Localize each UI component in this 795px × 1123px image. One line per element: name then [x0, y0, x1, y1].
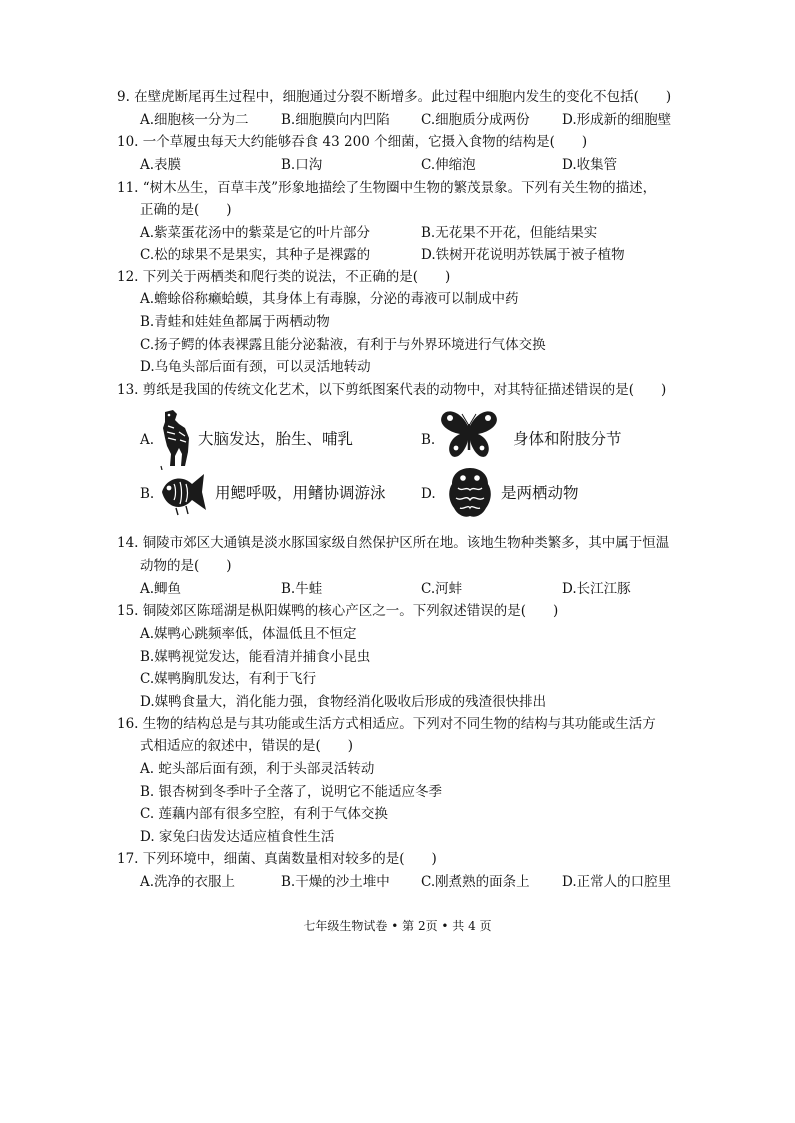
- q14-stem-cont: 动物的是( ): [140, 558, 232, 574]
- q9-option-b: B.细胞膜向内凹陷: [281, 112, 390, 128]
- q13-letter-d: D.: [421, 486, 436, 502]
- q11-option-b: B.无花果不开花，但能结果实: [421, 225, 598, 241]
- q12-option-c: C.扬子鳄的体表裸露且能分泌黏液，有利于与外界环境进行气体交换: [140, 337, 546, 353]
- q11-option-c: C.松的球果不是果实，其种子是裸露的: [140, 247, 371, 263]
- q13-text-c: 用鳃呼吸，用鳍协调游泳: [215, 484, 386, 502]
- q13-text-d: 是两栖动物: [501, 484, 579, 502]
- butterfly-papercut-icon: [438, 406, 500, 464]
- q9-option-c: C.细胞质分成两份: [421, 112, 530, 128]
- q17-option-c: C.刚煮熟的面条上: [421, 874, 530, 890]
- q13-text-b: 身体和附肢分节: [513, 430, 622, 448]
- q15-option-d: D.媒鸭食量大，消化能力强，食物经消化吸收后形成的残渣很快排出: [140, 694, 547, 710]
- q12-stem: 12. 下列关于两栖类和爬行类的说法，不正确的是( ): [117, 269, 451, 285]
- q17-option-a: A.洗净的衣服上: [140, 874, 236, 890]
- q9-stem: 9. 在壁虎断尾再生过程中，细胞通过分裂不断增多。此过程中细胞内发生的变化不包括( ): [117, 89, 672, 105]
- q16-stem: 16. 生物的结构总是与其功能或生活方式相适应。下列对不同生物的结构与其功能或生活方: [117, 716, 656, 732]
- q12-option-a: A.蟾蜍俗称癞蛤蟆，其身体上有毒腺，分泌的毒液可以制成中药: [140, 291, 519, 307]
- q14-option-b: B.牛蛙: [281, 581, 323, 597]
- frog-papercut-icon: [446, 464, 494, 520]
- q17-option-b: B.干燥的沙土堆中: [281, 874, 390, 890]
- q17-stem: 17. 下列环境中，细菌、真菌数量相对较多的是( ): [117, 851, 437, 867]
- q13-letter-b: B.: [421, 432, 436, 448]
- q15-option-a: A.媒鸭心跳频率低，体温低且不恒定: [140, 626, 357, 642]
- q16-option-b: B. 银杏树到冬季叶子全落了，说明它不能适应冬季: [140, 784, 443, 800]
- q13-text-a: 大脑发达，胎生、哺乳: [198, 430, 354, 448]
- q14-option-a: A.鲫鱼: [140, 581, 182, 597]
- q15-stem: 15. 铜陵郊区陈瑶湖是枞阳媒鸭的核心产区之一。下列叙述错误的是( ): [117, 603, 559, 619]
- q11-stem: 11. “树木丛生，百草丰茂”形象地描绘了生物圈中生物的繁茂景象。下列有关生物的描述，: [117, 180, 657, 196]
- q10-option-a: A.表膜: [140, 157, 182, 173]
- q16-option-d: D. 家兔臼齿发达适应植食性生活: [140, 829, 335, 845]
- tiger-papercut-icon: [155, 408, 195, 470]
- q10-option-b: B.口沟: [281, 157, 323, 173]
- q12-option-b: B.青蛙和娃娃鱼都属于两栖动物: [140, 314, 330, 330]
- q10-option-c: C.伸缩泡: [421, 157, 476, 173]
- q13-letter-a: A.: [140, 432, 155, 448]
- q15-option-b: B.媒鸭视觉发达，能看清并捕食小昆虫: [140, 649, 371, 665]
- q10-stem: 10. 一个草履虫每天大约能够吞食 43 200 个细菌，它摄入食物的结构是( ): [117, 134, 588, 150]
- q15-option-c: C.媒鸭胸肌发达，有利于飞行: [140, 671, 317, 687]
- q9-option-d: D.形成新的细胞壁: [562, 112, 672, 128]
- q14-stem: 14. 铜陵市郊区大通镇是淡水豚国家级自然保护区所在地。该地生物种类繁多，其中属于恒温: [117, 535, 670, 551]
- page-footer: 七年级生物试卷 • 第 2页 • 共 4 页: [303, 919, 492, 933]
- q13-stem: 13. 剪纸是我国的传统文化艺术，以下剪纸图案代表的动物中，对其特征描述错误的是( ): [117, 382, 667, 398]
- q16-stem-cont: 式相适应的叙述中，错误的是( ): [140, 738, 354, 754]
- q16-option-c: C. 莲藕内部有很多空腔，有利于气体交换: [140, 806, 388, 822]
- q13-letter-c: B.: [140, 486, 155, 502]
- q11-stem-cont: 正确的是( ): [140, 202, 232, 218]
- q14-option-d: D.长江江豚: [562, 581, 631, 597]
- fish-papercut-icon: [158, 470, 210, 516]
- q11-option-a: A.紫菜蛋花汤中的紫菜是它的叶片部分: [140, 225, 371, 241]
- q9-option-a: A.细胞核一分为二: [140, 112, 249, 128]
- q12-option-d: D.乌龟头部后面有颈，可以灵活地转动: [140, 359, 371, 375]
- q17-option-d: D.正常人的口腔里: [562, 874, 672, 890]
- q14-option-c: C.河蚌: [421, 581, 463, 597]
- q16-option-a: A. 蛇头部后面有颈，利于头部灵活转动: [140, 761, 375, 777]
- q11-option-d: D.铁树开花说明苏铁属于被子植物: [421, 247, 625, 263]
- q10-option-d: D.收集管: [562, 157, 618, 173]
